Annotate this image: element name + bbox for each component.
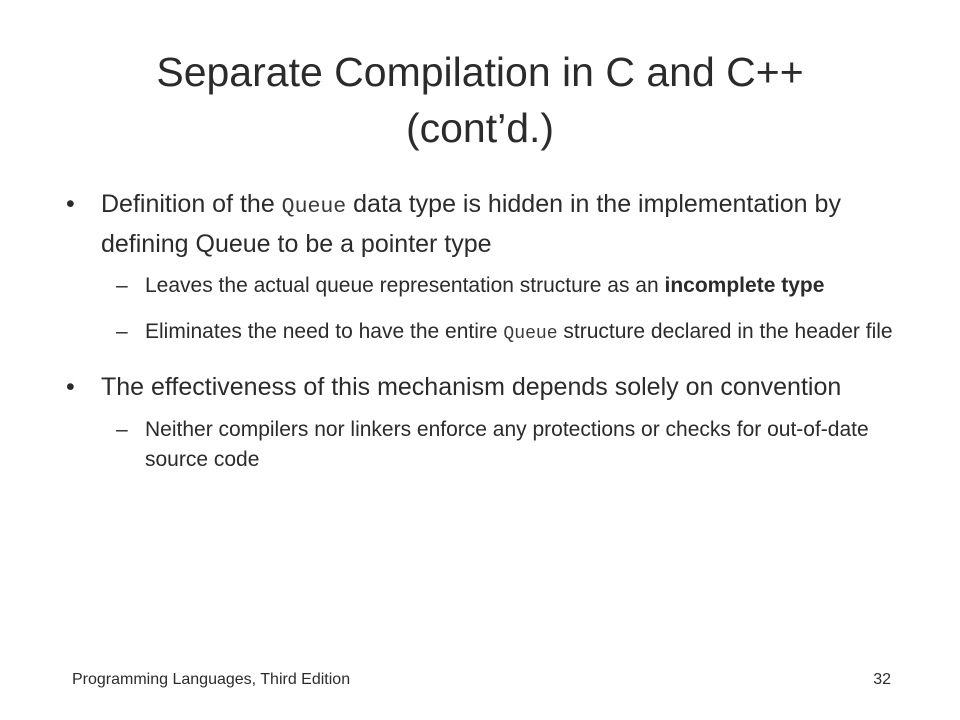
- page-number: 32: [873, 671, 891, 688]
- sub-bullet-eliminates-need: [0, 317, 960, 349]
- bullet-text: The effectiveness of this mechanism depends solely on convention: [101, 373, 842, 401]
- code-queue: Queue: [503, 324, 558, 344]
- slide-title: [40, 44, 920, 156]
- footer-book-title: Programming Languages, Third Edition: [72, 671, 351, 688]
- code-queue: Queue: [281, 195, 347, 219]
- bullet-marker: •: [66, 373, 75, 401]
- bullet-queue-definition: [0, 186, 960, 263]
- sub-bullet-strong: incomplete type: [664, 274, 825, 297]
- bullet-effectiveness: [0, 369, 960, 406]
- bullet-text-cont: data type is hidden in the implementation by defining Queue to be a pointer type: [101, 190, 841, 258]
- sub-bullet-incomplete-type: [0, 271, 960, 301]
- sub-bullet-text: Leaves the actual queue representation structure as an: [145, 274, 665, 297]
- sub-bullet-marker: –: [116, 274, 128, 297]
- sub-bullet-text-cont: structure declared in the header file: [557, 320, 893, 343]
- slide-title-line-1: Separate Compilation in C and C++: [156, 49, 804, 95]
- sub-bullet-text: Neither compilers nor linkers enforce any protections or checks for out-of-date source code: [145, 418, 869, 471]
- sub-bullet-text: Eliminates the need to have the entire: [145, 320, 504, 343]
- sub-bullet-no-enforcement: [0, 415, 960, 475]
- slide-title-line-2: (cont’d.): [405, 105, 555, 151]
- sub-bullet-marker: –: [116, 418, 128, 441]
- slide-content: [0, 186, 960, 475]
- bullet-marker: •: [66, 190, 75, 218]
- sub-bullet-marker: –: [116, 320, 128, 343]
- bullet-text: Definition of the: [101, 190, 282, 218]
